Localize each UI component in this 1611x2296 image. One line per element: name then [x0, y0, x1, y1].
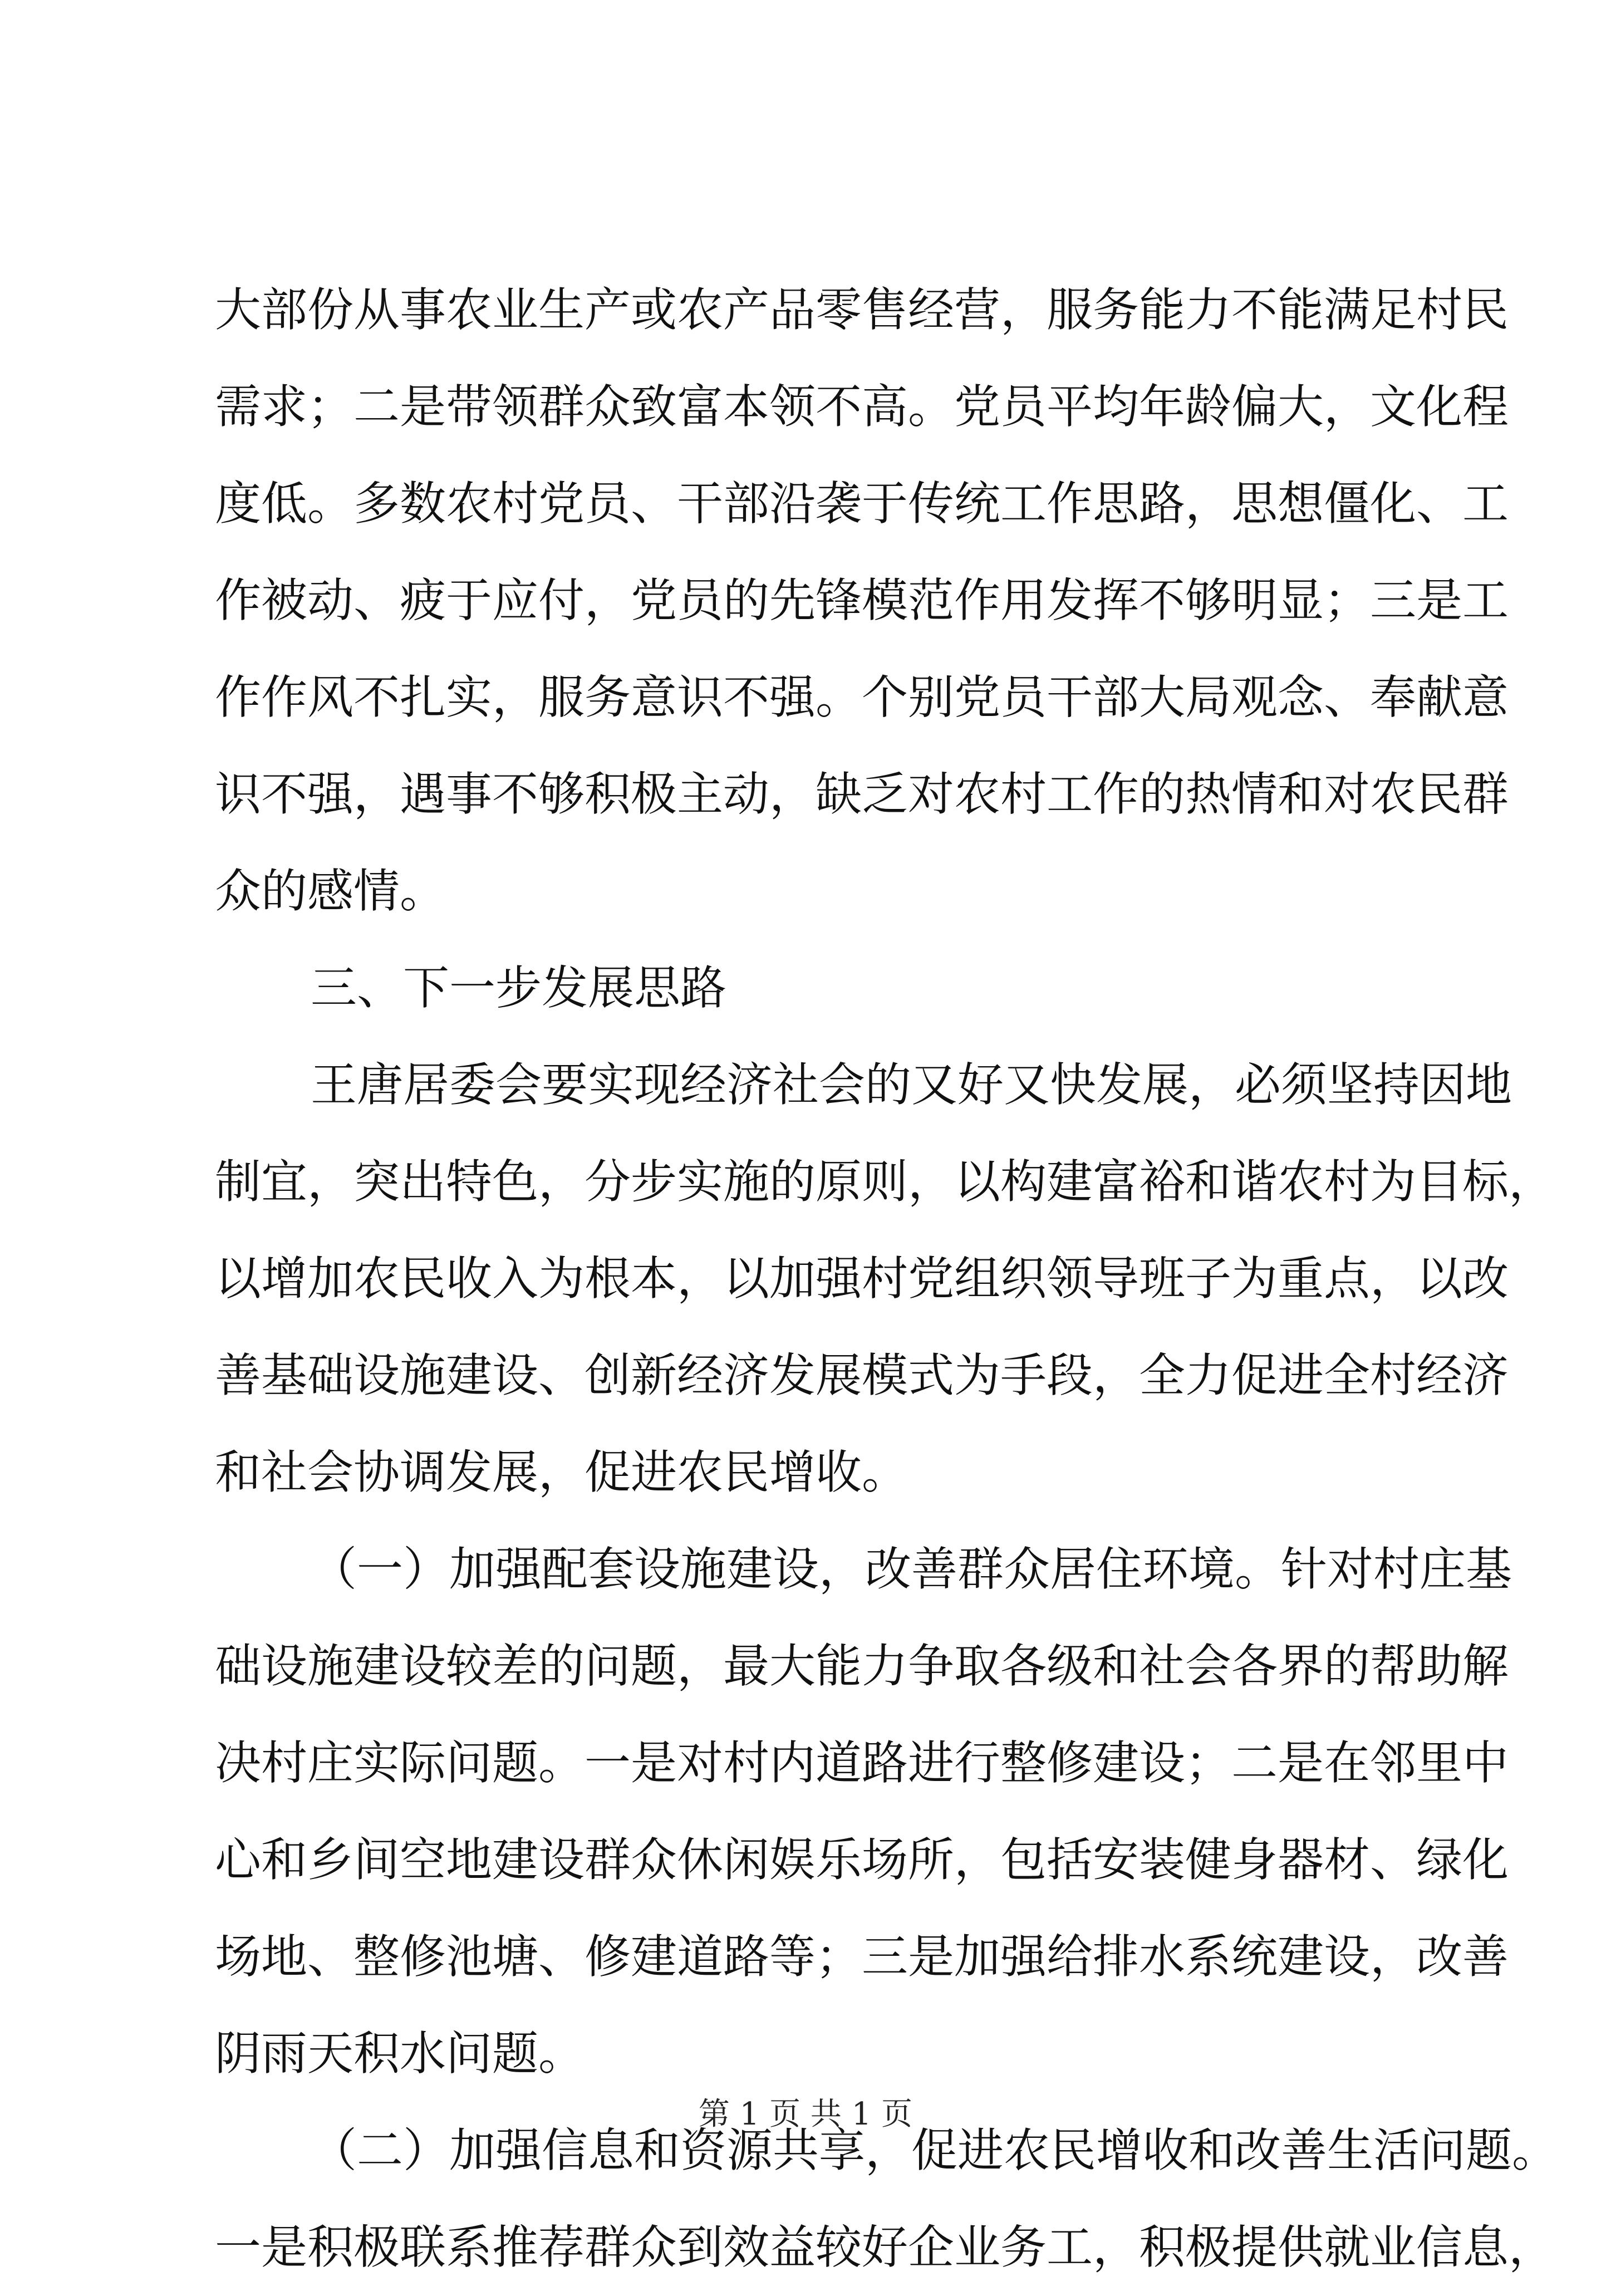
page-footer: 第 1 页 共 1 页	[698, 2096, 913, 2132]
text-line: 以增加农民收入为根本，以加强村党组织领导班子为重点，以改	[215, 1252, 1509, 1306]
text-line: 和社会协调发展，促进农民增收。	[215, 1445, 908, 1499]
text-line: 一是积极联系推荐群众到效益较好企业务工，积极提供就业信息，	[215, 2220, 1555, 2274]
text-line: 场地、整修池塘、修建道路等；三是加强给排水系统建设，改善	[215, 1930, 1509, 1984]
text-line: 阴雨天积水问题。	[215, 2027, 585, 2081]
text-line: 需求；二是带领群众致富本领不高。党员平均年龄偏大，文化程	[215, 380, 1509, 434]
text-line: 作作风不扎实，服务意识不强。个别党员干部大局观念、奉献意	[215, 670, 1509, 724]
text-line: 制宜，突出特色，分步实施的原则，以构建富裕和谐农村为目标，	[215, 1155, 1555, 1209]
section-heading: 三、下一步发展思路	[311, 961, 726, 1015]
text-line: 度低。多数农村党员、干部沿袭于传统工作思路，思想僵化、工	[215, 477, 1509, 531]
text-line: 作被动、疲于应付，党员的先锋模范作用发挥不够明显；三是工	[215, 573, 1509, 627]
subsection-line: （二）加强信息和资源共享，促进农民增收和改善生活问题。	[311, 2123, 1558, 2177]
subsection-line: （一）加强配套设施建设，改善群众居住环境。针对村庄基	[311, 1542, 1512, 1596]
text-line: 础设施建设较差的问题，最大能力争取各级和社会各界的帮助解	[215, 1639, 1509, 1693]
text-line: 大部份从事农业生产或农产品零售经营，服务能力不能满足村民	[215, 283, 1509, 337]
text-line: 识不强，遇事不够积极主动，缺乏对农村工作的热情和对农民群	[215, 767, 1509, 821]
text-line: 决村庄实际问题。一是对村内道路进行整修建设；二是在邻里中	[215, 1736, 1509, 1790]
document-body	[215, 262, 1558, 2296]
text-line: 王唐居委会要实现经济社会的又好又快发展，必须坚持因地	[311, 1058, 1512, 1112]
text-line: 善基础设施建设、创新经济发展模式为手段，全力促进全村经济	[215, 1348, 1509, 1402]
text-line: 众的感情。	[215, 864, 446, 918]
text-line: 心和乡间空地建设群众休闲娱乐场所，包括安装健身器材、绿化	[215, 1833, 1509, 1887]
